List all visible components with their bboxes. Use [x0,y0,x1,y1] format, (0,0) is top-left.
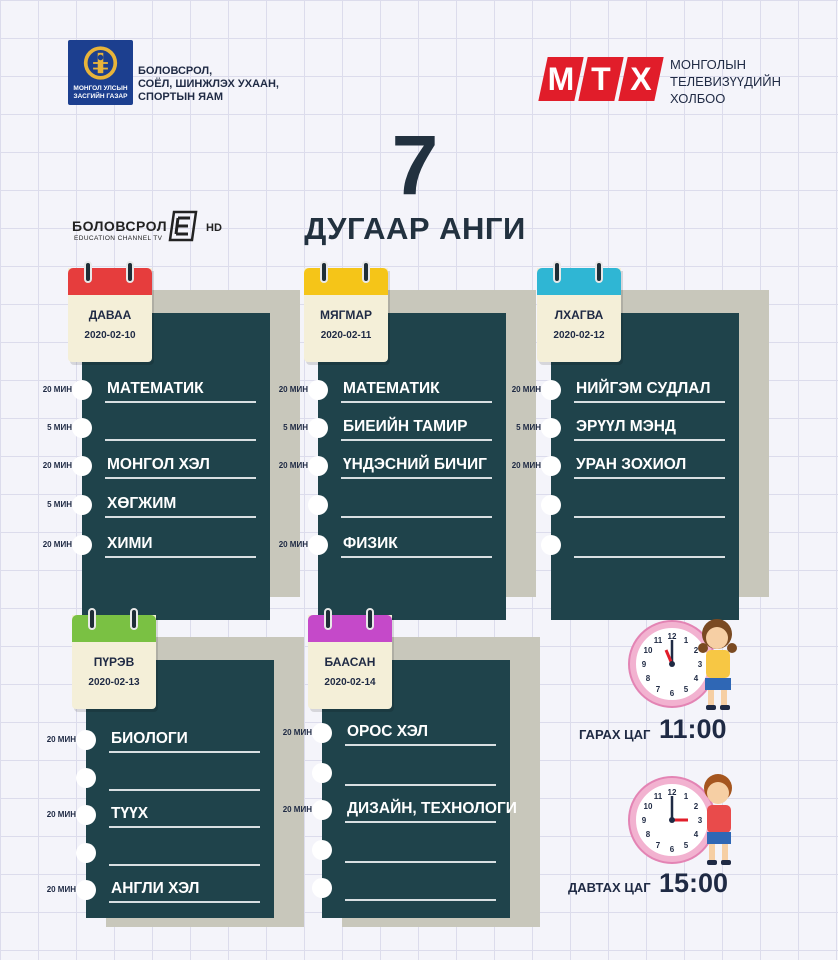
schedule-slot [551,495,739,515]
svg-text:10: 10 [643,646,653,655]
day-name: ПҮРЭВ [93,655,135,669]
slot-subject: МАТЕМАТИК [107,380,204,397]
slot-bullet [72,495,92,515]
slot-subject: ОРОС ХЭЛ [347,723,429,740]
slot-duration: 20 МИН [46,885,76,894]
svg-text:6: 6 [669,689,675,698]
day-name: МЯГМАР [319,308,373,322]
slot-duration: 20 МИН [282,805,312,814]
education-channel-logo [72,208,232,248]
day-name: БААСАН [324,655,376,669]
slot-duration: 20 МИН [278,461,308,470]
slot-subject: ФИЗИК [343,535,398,552]
svg-text:4: 4 [693,830,699,839]
schedule-slot [47,418,270,438]
slot-subject: ҮНДЭСНИЙ БИЧИГ [343,456,487,473]
calendar-tab [308,615,392,709]
schedule-slot [42,456,270,476]
schedule-slot [42,535,270,555]
calendar-tab [537,268,621,362]
slot-duration: 20 МИН [282,728,312,737]
soyombo-emblem-icon [82,44,119,82]
day-date: 2020-02-11 [320,330,372,341]
svg-text:8: 8 [645,674,651,683]
schedule-slot [46,880,274,900]
slot-subject: УРАН ЗОХИОЛ [576,456,687,473]
gov-logo-text: МОНГОЛ УЛСЫН ЗАСГИЙН ГАЗАР [73,85,128,100]
schedule-slot [47,495,270,515]
day-date: 2020-02-12 [553,330,605,341]
slot-bullet [76,768,96,788]
schedule-slot [278,380,506,400]
slot-duration: 5 МИН [47,500,72,509]
svg-text:10: 10 [643,802,653,811]
calendar-tab [72,615,156,709]
day-date: 2020-02-13 [88,677,140,688]
boy-illustration-icon [693,768,742,868]
schedule-slot [46,805,274,825]
slot-bullet [72,380,92,400]
slot-duration: 20 МИН [46,735,76,744]
schedule-slot [322,840,510,860]
schedule-slot [282,723,510,743]
calendar-tab [304,268,388,362]
svg-text:4: 4 [693,674,699,683]
channel-hd: HD [206,222,222,234]
slot-bullet [308,418,328,438]
schedule-slot [511,380,739,400]
slot-duration: 20 МИН [511,385,541,394]
svg-text:11: 11 [653,636,663,645]
schedule-slot [46,730,274,750]
day-date: 2020-02-14 [324,677,376,688]
svg-text:3: 3 [697,660,703,669]
schedule-slot [86,843,274,863]
government-logo [68,40,133,105]
slot-bullet [308,380,328,400]
svg-text:9: 9 [641,660,647,669]
slot-bullet [72,535,92,555]
grade-number: 7 [391,118,439,212]
slot-bullet [312,840,332,860]
schedule-slot [322,878,510,898]
slot-bullet [541,380,561,400]
slot-bullet [312,800,332,820]
svg-text:1: 1 [683,792,689,801]
airing-time-label: ГАРАХ ЦАГ [579,727,651,742]
svg-text:2: 2 [693,646,699,655]
slot-bullet [72,456,92,476]
slot-subject: МОНГОЛ ХЭЛ [107,456,210,473]
mtx-name: МОНГОЛЫН ТЕЛЕВИЗҮҮДИЙН ХОЛБОО [670,57,782,106]
slot-bullet [541,495,561,515]
svg-text:8: 8 [645,830,651,839]
svg-text:2: 2 [693,802,699,811]
slot-bullet [76,843,96,863]
slot-duration: 20 МИН [42,385,72,394]
day-date: 2020-02-10 [84,330,136,341]
slot-subject: ДИЗАЙН, ТЕХНОЛОГИ [347,800,517,817]
slot-bullet [308,535,328,555]
schedule-slot [278,535,506,555]
schedule-slot [42,380,270,400]
girl-illustration-icon [695,612,741,712]
slot-duration: 5 МИН [283,423,308,432]
schedule-slot [283,418,506,438]
svg-text:7: 7 [655,841,661,850]
slot-bullet [76,805,96,825]
repeat-time-label: ДАВТАХ ЦАГ [568,880,651,895]
airing-time-value: 11:00 [659,714,727,744]
slot-subject: НИЙГЭМ СУДЛАЛ [576,380,711,397]
slot-subject: ХӨГЖИМ [107,495,177,512]
day-name: ЛХАГВА [554,308,604,322]
schedule-slot [318,495,506,515]
slot-duration: 5 МИН [47,423,72,432]
slot-bullet [541,418,561,438]
slot-duration: 20 МИН [278,540,308,549]
slot-subject: МАТЕМАТИК [343,380,440,397]
grade-label: ДУГААР АНГИ [304,211,526,246]
svg-text:9: 9 [641,816,647,825]
slot-bullet [76,880,96,900]
schedule-slot [86,768,274,788]
mtx-logo: М Т Х [541,54,663,104]
slot-bullet [541,535,561,555]
calendar-tab [68,268,152,362]
svg-text:5: 5 [683,841,689,850]
slot-subject: ЭРҮҮЛ МЭНД [576,418,676,435]
svg-text:5: 5 [683,685,689,694]
slot-duration: 20 МИН [46,810,76,819]
channel-sub: EDUCATION CHANNEL TV [74,235,163,242]
slot-subject: БИОЛОГИ [111,730,188,747]
slot-bullet [308,495,328,515]
slot-subject: БИЕИЙН ТАМИР [343,418,468,435]
schedule-slot [516,418,739,438]
slot-bullet [308,456,328,476]
svg-text:7: 7 [655,685,661,694]
slot-bullet [312,723,332,743]
slot-duration: 5 МИН [516,423,541,432]
svg-text:11: 11 [653,792,663,801]
schedule-slot [282,800,517,820]
slot-duration: 20 МИН [511,461,541,470]
schedule-slot [278,456,506,476]
slot-bullet [312,878,332,898]
slot-bullet [312,763,332,783]
svg-text:12: 12 [667,632,677,641]
slot-bullet [76,730,96,750]
schedule-slot [511,456,739,476]
svg-text:12: 12 [667,788,677,797]
slot-bullet [72,418,92,438]
repeat-time-value: 15:00 [659,868,729,898]
slot-duration: 20 МИН [42,461,72,470]
slot-duration: 20 МИН [278,385,308,394]
ministry-name: БОЛОВСРОЛ, СОЁЛ, ШИНЖЛЭХ УХААН, СПОРТЫН ЯАМ [138,65,279,103]
day-name: ДАВАА [88,308,132,322]
slot-subject: ХИМИ [107,535,153,552]
svg-text:6: 6 [669,845,675,854]
slot-subject: АНГЛИ ХЭЛ [111,880,200,897]
channel-name: БОЛОВСРОЛ [72,218,168,234]
svg-text:1: 1 [683,636,689,645]
slot-subject: ТҮҮХ [111,805,149,822]
slot-duration: 20 МИН [42,540,72,549]
e-letter-icon [168,210,198,242]
svg-text:3: 3 [697,816,703,825]
slot-bullet [541,456,561,476]
schedule-slot [322,763,510,783]
schedule-slot [551,535,739,555]
